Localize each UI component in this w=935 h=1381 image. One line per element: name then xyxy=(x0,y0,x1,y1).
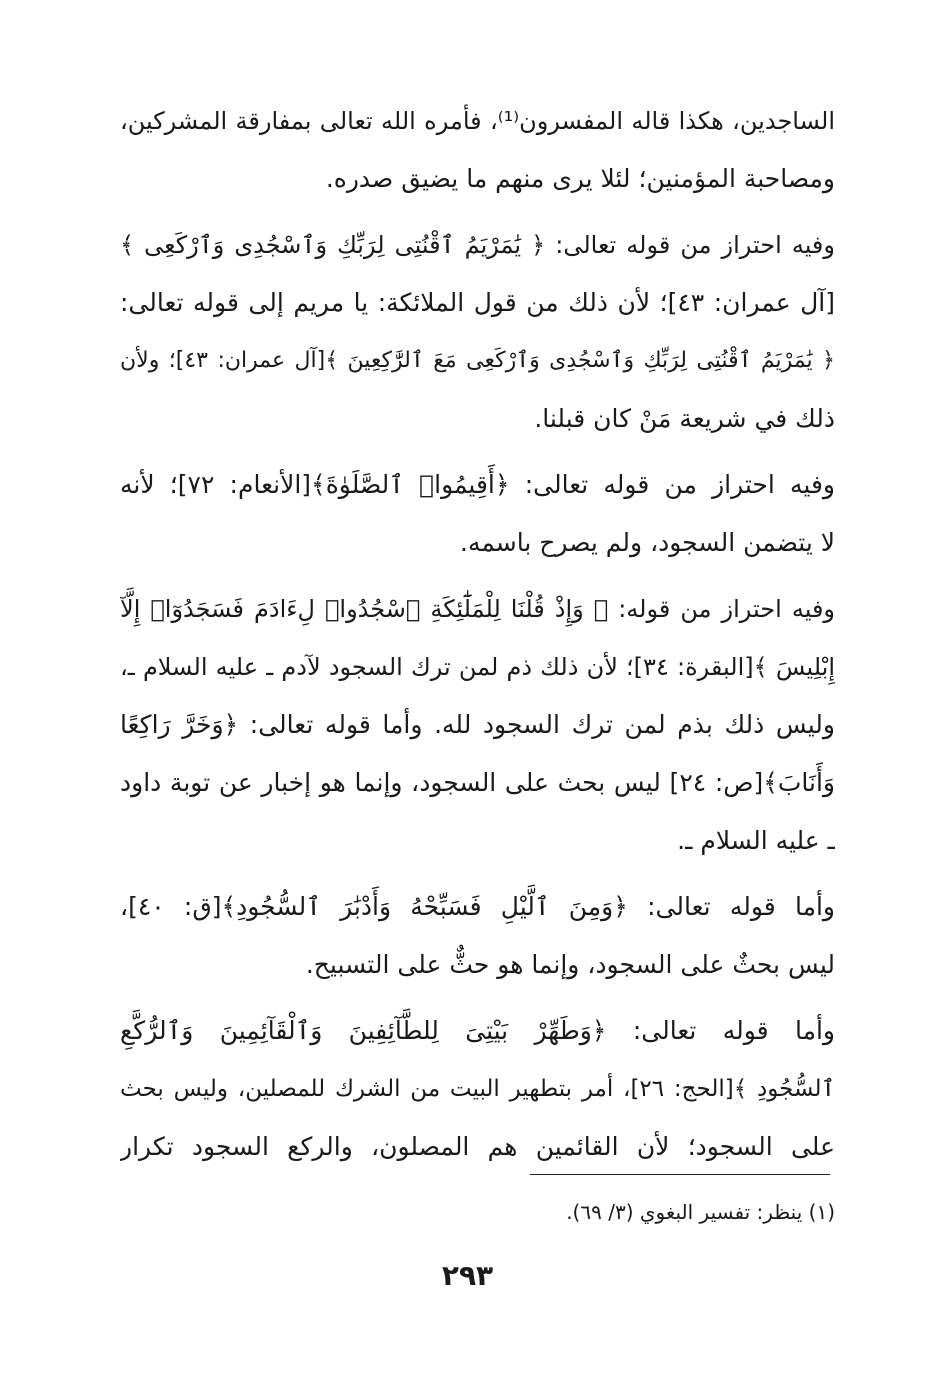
text-line: وليس ذلك بذم لمن ترك السجود لله. وأما قوله تعالى: ﴿وَخَرَّ رَاكِعًا xyxy=(120,710,835,739)
paragraph-gap xyxy=(120,870,835,878)
paragraph-gap xyxy=(120,208,835,216)
text-line: وفيه احتراز من قوله تعالى: ﴿ يَٰمَرْيَمُ ٱقْنُتِى لِرَبِّكِ وَٱسْجُدِى وَٱرْكَعِى ﴾ xyxy=(120,231,835,259)
text-line: ليس بحثٌ على السجود، وإنما هو حثٌّ على التسبيح. xyxy=(305,950,835,979)
text-line: على السجود؛ لأن القائمين هم المصلون، والركع السجود تكرار xyxy=(120,1132,835,1161)
paragraph-gap xyxy=(120,572,835,580)
text-line: لا يتضمن السجود، ولم يصرح باسمه. xyxy=(460,528,835,557)
paragraph-gap xyxy=(120,448,835,456)
text-line: وَأَنَابَ﴾[ص: ٢٤] ليس بحث على السجود، وإنما هو إخبار عن توبة داود xyxy=(120,768,835,797)
text-line: ذلك في شريعة مَنْ كان قبلنا. xyxy=(534,404,835,433)
footnote-separator xyxy=(530,1174,830,1175)
text-line: وفيه احتراز من قوله تعالى: ﴿أَقِيمُوا۟ ٱلصَّلَوٰةَ﴾[الأنعام: ٧٢]؛ لأنه xyxy=(120,470,835,499)
text-line: ٱلسُّجُودِ ﴾[الحج: ٢٦]، أمر بتطهير البيت من الشرك للمصلين، وليس بحث xyxy=(120,1076,835,1102)
text-line: ﴿ يَٰمَرْيَمُ ٱقْنُتِى لِرَبِّكِ وَٱسْجُدِى وَٱرْكَعِى مَعَ ٱلرَّٰكِعِينَ ﴾[آل عمران: ٤٣]؛ ولأن xyxy=(120,348,835,373)
footnote: (١) ينظر: تفسير البغوي (٣/ ٦٩). xyxy=(566,1200,835,1224)
text-line: وفيه احتراز من قوله: ﴿ وَإِذْ قُلْنَا لِلْمَلَٰٓئِكَةِ ٱسْجُدُوا۟ لِءَادَمَ فَسَجَدُوٓا۟ إِلَّآ xyxy=(120,595,835,623)
text-line: ـ عليه السلام ـ. xyxy=(677,826,835,855)
text-line: الساجدين، هكذا قاله المفسرون⁽¹⁾، فأمره الله تعالى بمفارقة المشركين، xyxy=(120,107,835,135)
paragraph-gap xyxy=(120,994,835,1002)
text-line: إِبْلِيسَ ﴾[البقرة: ٣٤]؛ لأن ذلك ذم لمن ترك السجود لآدم ـ عليه السلام ـ، xyxy=(120,653,835,681)
text-line: [آل عمران: ٤٣]؛ لأن ذلك من قول الملائكة: يا مريم إلى قوله تعالى: xyxy=(120,288,835,317)
text-line: وأما قوله تعالى: ﴿وَمِنَ ٱلَّيْلِ فَسَبِّحْهُ وَأَدْبَٰرَ ٱلسُّجُودِ﴾[ق: ٤٠]، xyxy=(120,892,835,921)
page-text xyxy=(120,92,835,1176)
page-number: ٢٩٣ xyxy=(441,1259,494,1292)
text-line: ومصاحبة المؤمنين؛ لئلا يرى منهم ما يضيق صدره. xyxy=(325,164,835,193)
text-line: وأما قوله تعالى: ﴿وَطَهِّرْ بَيْتِىَ لِلطَّآئِفِينَ وَٱلْقَآئِمِينَ وَٱلرُّكَّعِ xyxy=(120,1016,835,1045)
